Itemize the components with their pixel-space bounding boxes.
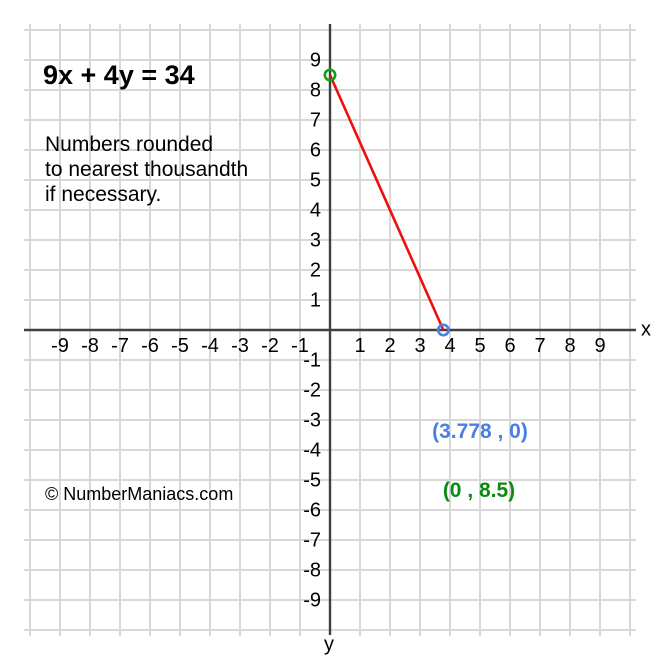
y-tick-label: 4 — [309, 199, 321, 222]
note-line-3: if necessary. — [45, 183, 162, 206]
y-tick-label: -6 — [303, 499, 321, 522]
y-tick-label: -5 — [303, 469, 321, 492]
y-intercept-label: (0 , 8.5) — [442, 479, 516, 502]
y-tick-label: -7 — [303, 529, 321, 552]
rounding-note — [45, 132, 248, 207]
x-tick-label: -6 — [141, 335, 159, 357]
x-tick-label: -8 — [81, 335, 99, 357]
x-tick-label: 5 — [474, 335, 486, 357]
x-tick-label: 6 — [504, 335, 516, 357]
note-line-1: Numbers rounded — [45, 133, 214, 156]
x-tick-label: 8 — [564, 335, 576, 357]
y-tick-label: 5 — [309, 169, 321, 192]
x-tick-label: -4 — [201, 335, 219, 357]
x-tick-label: -1 — [291, 335, 309, 357]
x-tick-label: 7 — [534, 335, 546, 357]
y-tick-label: 8 — [309, 79, 321, 102]
y-tick-label: 2 — [309, 259, 321, 282]
y-tick-label: 9 — [309, 49, 321, 72]
x-tick-label: 9 — [594, 335, 606, 357]
y-tick-label: -3 — [303, 409, 321, 432]
y-tick-label: 7 — [309, 109, 321, 132]
x-tick-label: 2 — [384, 335, 396, 357]
y-tick-label: -9 — [303, 589, 321, 612]
x-tick-label: -9 — [51, 335, 69, 357]
x-tick-label: -7 — [111, 335, 129, 357]
y-tick-label: -1 — [303, 349, 321, 372]
copyright-text: © NumberManiacs.com — [45, 484, 234, 504]
equation-title: 9x + 4y = 34 — [43, 60, 195, 90]
y-tick-label: -8 — [303, 559, 321, 582]
x-tick-label: 3 — [414, 335, 426, 357]
y-tick-label: -2 — [303, 379, 321, 402]
graph-line — [330, 75, 443, 330]
y-tick-label: 3 — [309, 229, 321, 252]
y-tick-label: -4 — [303, 439, 321, 462]
x-intercept-label: (3.778 , 0) — [432, 420, 528, 443]
note-line-2: to nearest thousandth — [45, 158, 249, 181]
y-axis-label: y — [324, 633, 334, 656]
x-tick-label: 1 — [354, 335, 366, 357]
y-tick-label: 6 — [309, 139, 321, 162]
x-axis-label: x — [641, 318, 651, 341]
x-tick-label: -3 — [231, 335, 249, 357]
x-tick-label: -2 — [261, 335, 279, 357]
y-tick-label: 1 — [309, 289, 321, 312]
x-tick-label: -5 — [171, 335, 189, 357]
x-tick-label: 4 — [444, 335, 456, 357]
